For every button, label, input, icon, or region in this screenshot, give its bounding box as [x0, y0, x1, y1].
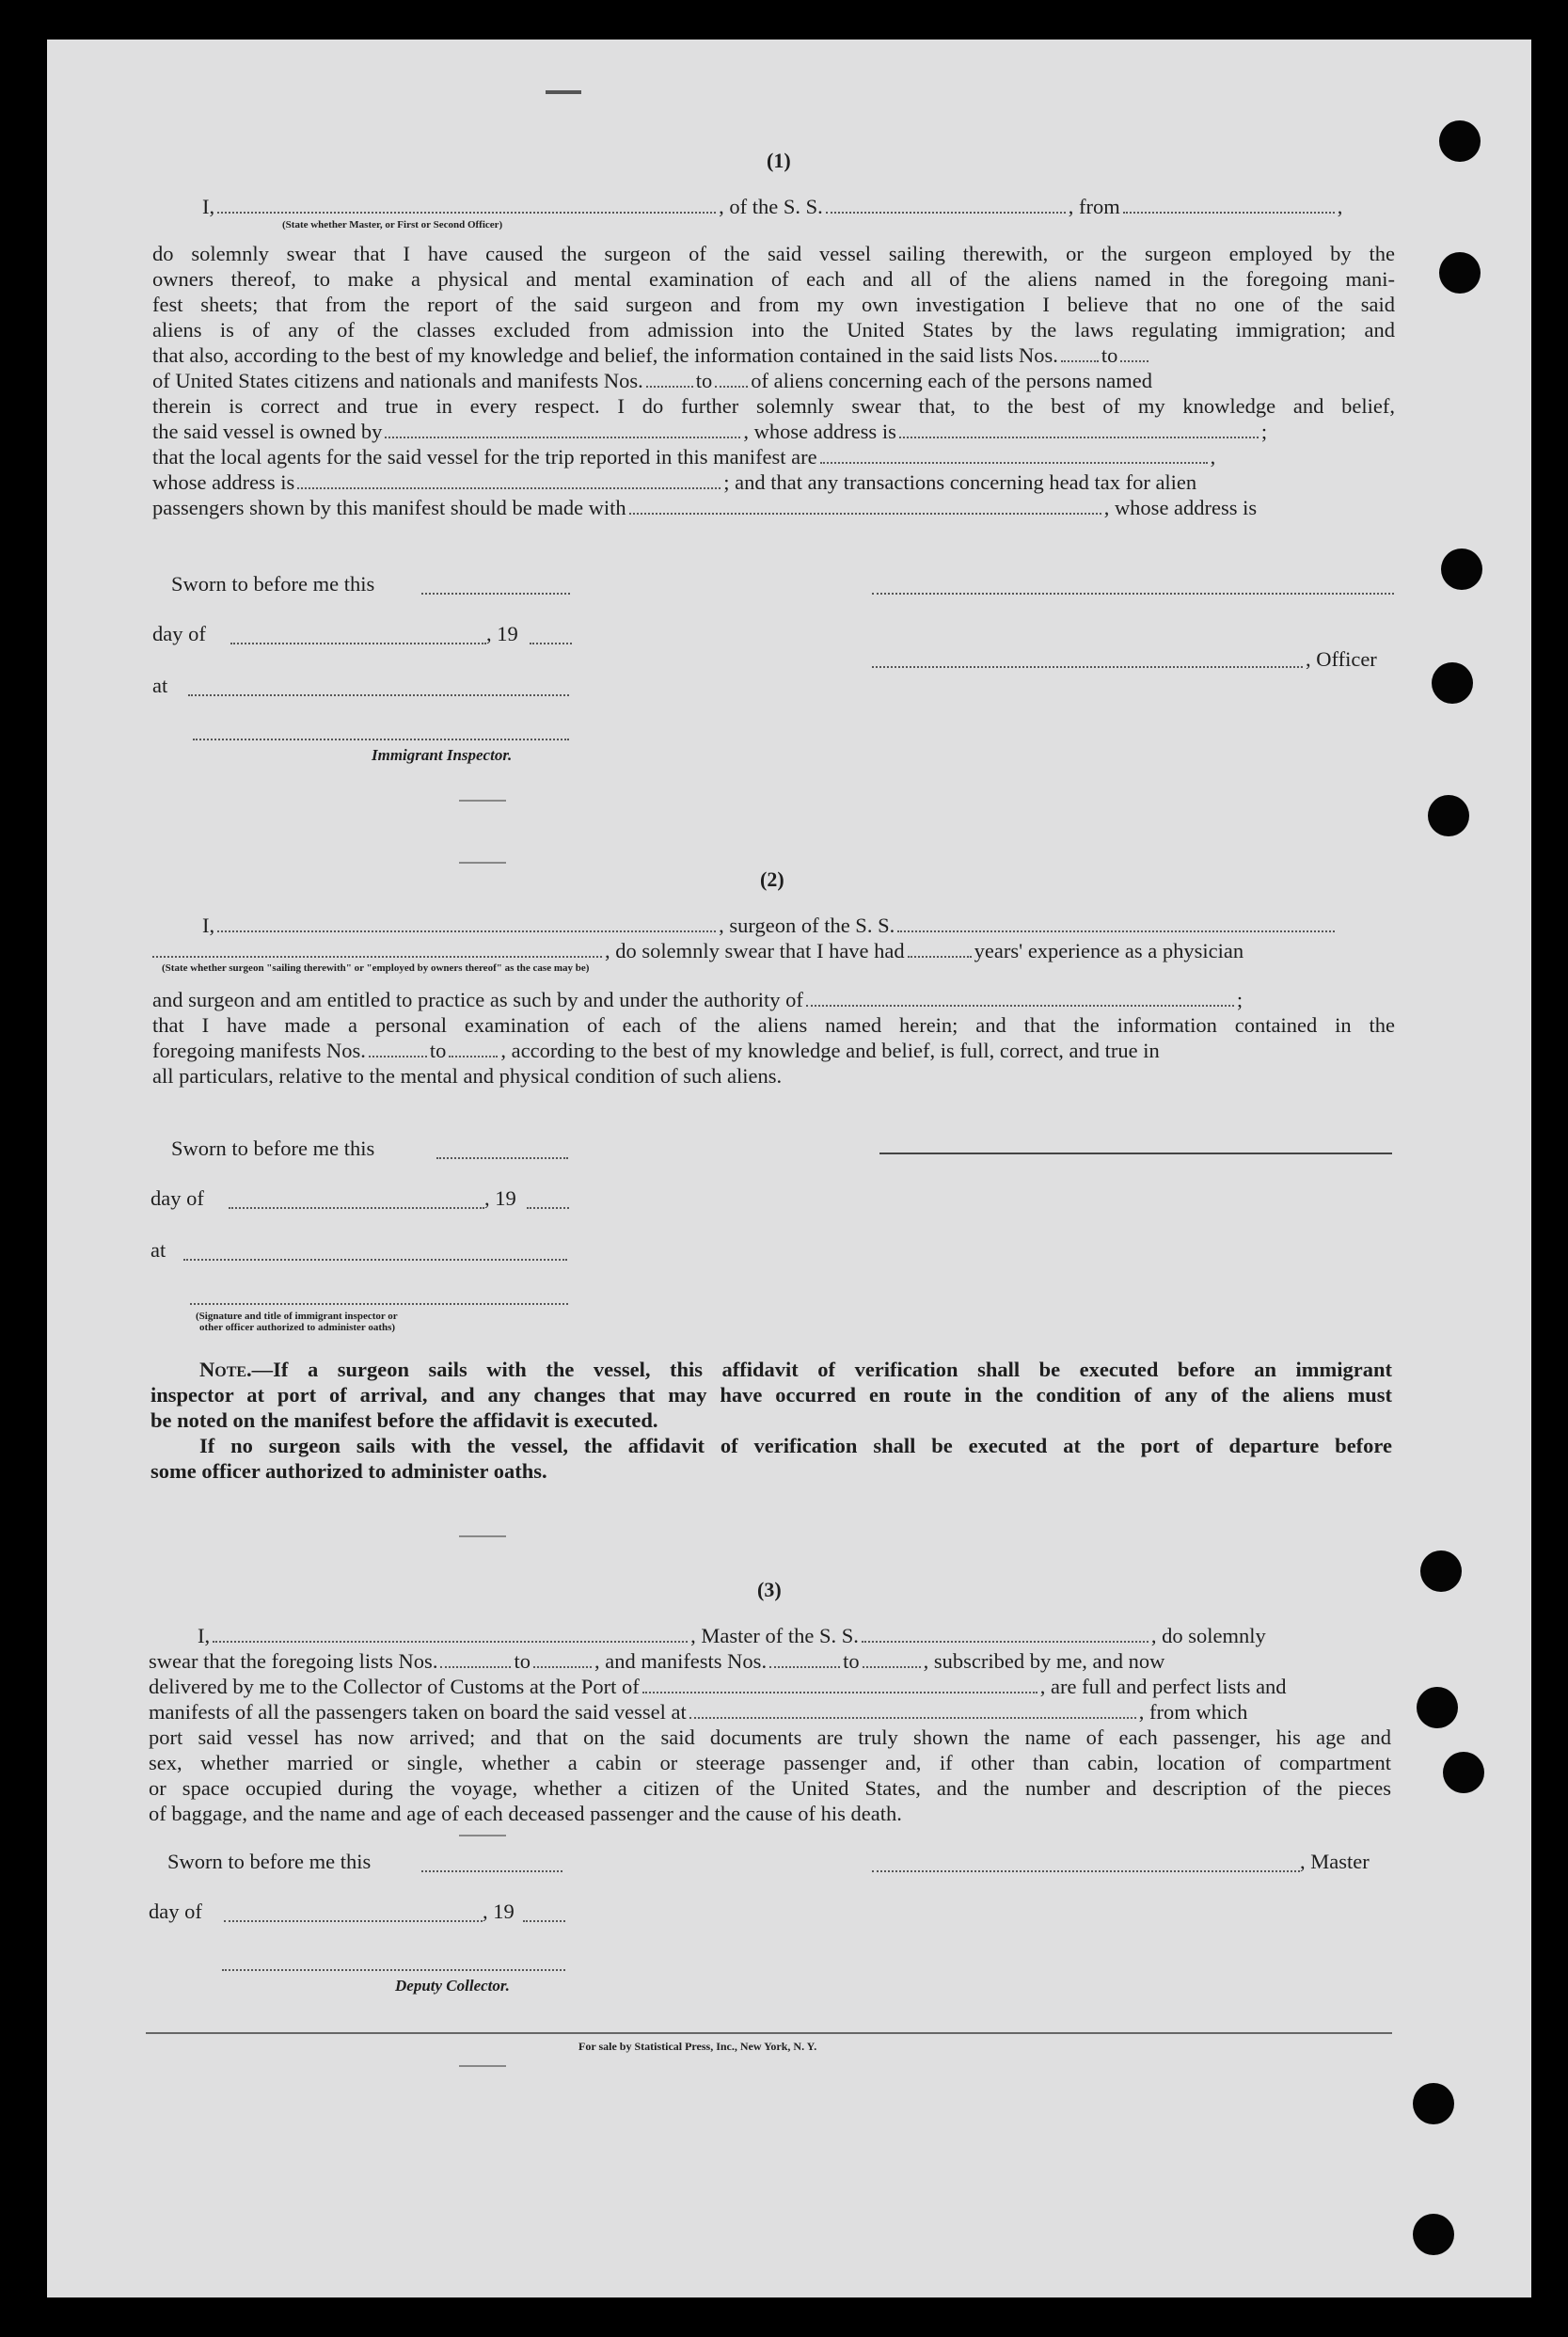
fill-in-field[interactable] — [806, 1005, 1234, 1007]
s1-text: , of the S. S. — [719, 195, 823, 218]
s1-line-12 — [152, 495, 1257, 520]
s1-para-line: do solemnly swear that I have caused the surgeon of the said vessel sailing therewith, or the surgeon employed by the — [152, 242, 1395, 265]
binder-hole — [1428, 795, 1469, 836]
fill-in-field[interactable] — [897, 930, 1335, 932]
s2-signature-line[interactable] — [879, 1153, 1392, 1154]
fill-in-field[interactable] — [899, 437, 1259, 438]
s1-text: , whose address is — [743, 420, 896, 443]
s3-text: , are full and perfect lists and — [1039, 1675, 1287, 1698]
s2-note-text: —If a surgeon sails with the vessel, this affidavit of verification shall be executed before an immigrant — [251, 1358, 1392, 1381]
s3-line-1 — [198, 1623, 1266, 1648]
fill-in-field[interactable] — [863, 1666, 921, 1668]
s1-signature-line[interactable] — [872, 593, 1394, 595]
s3-text: to — [514, 1649, 531, 1673]
fill-in-field[interactable] — [629, 513, 1101, 515]
s1-at-label: at — [152, 674, 168, 697]
s1-year-field[interactable] — [530, 643, 572, 644]
s1-officer-line[interactable] — [872, 666, 1303, 668]
binder-hole — [1443, 1752, 1484, 1793]
s2-line-2 — [152, 938, 1243, 963]
fill-in-field[interactable] — [385, 437, 740, 438]
s1-text: I, — [202, 195, 215, 218]
fill-in-field[interactable] — [862, 1641, 1148, 1643]
s2-line-4: that I have made a personal examination of each of the aliens named herein; and that the information contained in the — [152, 1013, 1395, 1037]
s2-sworn-field[interactable] — [436, 1157, 568, 1159]
s2-text: , surgeon of the S. S. — [719, 914, 895, 937]
s2-at-label: at — [150, 1238, 166, 1262]
s3-collector-signature[interactable] — [222, 1969, 565, 1971]
binder-hole — [1413, 2214, 1454, 2255]
fill-in-field[interactable] — [217, 930, 716, 932]
fill-in-field[interactable] — [533, 1666, 592, 1668]
s3-line-3 — [149, 1674, 1287, 1699]
s3-text: , do solemnly — [1150, 1624, 1266, 1647]
s1-line-8: therein is correct and true in every respect. I do further solemnly swear that, to the best of my knowledge and belief, — [152, 394, 1395, 418]
s3-text: I, — [198, 1624, 211, 1647]
scan-mark — [459, 1835, 506, 1836]
note-label: Note. — [199, 1358, 252, 1381]
s2-line-6: all particulars, relative to the mental and physical condition of such aliens. — [152, 1064, 783, 1088]
s1-text: ; and that any transactions concerning head tax for alien — [723, 470, 1197, 494]
s2-text: foregoing manifests Nos. — [152, 1039, 366, 1062]
s2-text: I, — [202, 914, 215, 937]
s2-text: , do solemnly swear that I have had — [605, 939, 905, 962]
fill-in-field[interactable] — [689, 1717, 1136, 1719]
s2-line-3 — [152, 987, 1243, 1012]
s1-sworn-label: Sworn to before me this — [171, 572, 375, 596]
s1-line-6 — [152, 342, 1151, 368]
s1-text: of United States citizens and nationals and manifests Nos. — [152, 369, 643, 392]
s2-text: to — [429, 1039, 447, 1062]
footer-rule — [146, 2032, 1392, 2034]
s1-line-7 — [152, 368, 1152, 393]
fill-in-field[interactable] — [1120, 360, 1148, 362]
s2-text: years' experience as a physician — [974, 939, 1244, 962]
s2-text: and surgeon and am entitled to practice as such by and under the authority of — [152, 988, 803, 1011]
s1-para-line: fest sheets; that from the report of the said surgeon and from my own investigation I believe that no one of the said — [152, 293, 1395, 316]
binder-hole — [1439, 252, 1481, 294]
fill-in-field[interactable] — [440, 1666, 511, 1668]
s2-at-field[interactable] — [183, 1259, 567, 1261]
fill-in-field[interactable] — [769, 1666, 840, 1668]
s1-line-11 — [152, 469, 1196, 495]
scan-mark — [459, 862, 506, 864]
s3-text: swear that the foregoing lists Nos. — [149, 1649, 438, 1673]
s1-text: whose address is — [152, 470, 295, 494]
s1-text: that also, according to the best of my knowledge and belief, the information contained in the said lists Nos. — [152, 343, 1058, 367]
s1-year-label: , 19 — [486, 622, 518, 645]
fill-in-field[interactable] — [369, 1056, 427, 1057]
fill-in-field[interactable] — [213, 1641, 688, 1643]
s3-sworn-label: Sworn to before me this — [167, 1850, 372, 1873]
binder-hole — [1420, 1550, 1462, 1592]
s3-line-6: sex, whether married or single, whether a cabin or steerage passenger and, if other than cabin, location of compartment — [149, 1751, 1391, 1774]
fill-in-field[interactable] — [152, 956, 602, 958]
s3-text: , from which — [1138, 1700, 1248, 1724]
s3-sworn-field[interactable] — [421, 1870, 562, 1872]
s1-day-field[interactable] — [230, 643, 486, 644]
binder-hole — [1441, 548, 1482, 590]
s2-note-line-5: some officer authorized to administer oaths. — [150, 1459, 547, 1483]
s1-text: , — [1210, 445, 1216, 469]
fill-in-field[interactable] — [449, 1056, 498, 1057]
binder-hole — [1439, 120, 1481, 162]
fill-in-field[interactable] — [820, 462, 1208, 464]
s2-year-field[interactable] — [527, 1207, 569, 1209]
s3-text: , Master of the S. S. — [690, 1624, 859, 1647]
s1-sworn-field[interactable] — [421, 593, 570, 595]
s3-year-field[interactable] — [523, 1920, 565, 1922]
s1-line-10 — [152, 444, 1215, 469]
s3-text: , and manifests Nos. — [594, 1649, 768, 1673]
binder-hole — [1432, 662, 1473, 704]
s3-text: to — [843, 1649, 860, 1673]
s2-inspector-signature[interactable] — [190, 1303, 568, 1305]
scan-mark — [459, 1535, 506, 1537]
s3-text: delivered by me to the Collector of Customs at the Port of — [149, 1675, 640, 1698]
printer-imprint: For sale by Statistical Press, Inc., New York, N. Y. — [578, 2040, 817, 2053]
s3-line-5: port said vessel has now arrived; and that on the said documents are truly shown the name of each passenger, his age and — [149, 1725, 1391, 1749]
s2-caption: (State whether surgeon "sailing therewith" or "employed by owners thereof" as the case may be) — [162, 962, 590, 974]
fill-in-field[interactable] — [297, 487, 721, 489]
s1-line-9 — [152, 419, 1267, 444]
s3-collector-caption: Deputy Collector. — [395, 1977, 510, 1995]
s1-text: , from — [1068, 195, 1120, 218]
s3-day-field[interactable] — [224, 1920, 483, 1922]
s1-text: ; — [1260, 420, 1268, 443]
s3-line-4 — [149, 1699, 1247, 1725]
s2-line-5 — [152, 1038, 1160, 1063]
s2-note-line-2: inspector at port of arrival, and any changes that may have occurred en route in the condition of any of the aliens must — [150, 1383, 1392, 1407]
scan-mark — [459, 800, 506, 802]
s1-at-field[interactable] — [188, 694, 569, 696]
fill-in-field[interactable] — [826, 212, 1066, 214]
s2-sworn-label: Sworn to before me this — [171, 1137, 375, 1160]
s1-text: , whose address is — [1103, 496, 1258, 519]
s3-master-signature[interactable] — [872, 1870, 1300, 1872]
s1-text: that the local agents for the said vessel for the trip reported in this manifest are — [152, 445, 817, 469]
s2-note-line-4: If no surgeon sails with the vessel, the affidavit of verification shall be executed at the port of departure before — [199, 1434, 1392, 1457]
binder-hole — [1417, 1687, 1458, 1728]
fill-in-field[interactable] — [1123, 212, 1335, 214]
binder-hole — [1413, 2083, 1454, 2124]
s2-text: ; — [1236, 988, 1243, 1011]
s1-text: to — [695, 369, 713, 392]
s2-note-line-3: be noted on the manifest before the affidavit is executed. — [150, 1408, 658, 1432]
s2-signature-caption-2: other officer authorized to administer oaths) — [199, 1322, 396, 1333]
s1-text: of aliens concerning each of the persons named — [751, 369, 1152, 392]
s2-line-1 — [202, 913, 1338, 938]
s1-inspector-signature[interactable] — [193, 739, 569, 740]
s1-text: the said vessel is owned by — [152, 420, 383, 443]
s3-year-label: , 19 — [483, 1900, 515, 1923]
section-1-number: (1) — [767, 149, 791, 172]
s3-line-2 — [149, 1648, 1164, 1674]
s1-text: passengers shown by this manifest should be made with — [152, 496, 626, 519]
fill-in-field[interactable] — [715, 386, 748, 388]
s3-line-8: of baggage, and the name and age of each deceased passenger and the cause of his death. — [149, 1802, 902, 1825]
s3-text: , subscribed by me, and now — [923, 1649, 1165, 1673]
s2-year-label: , 19 — [484, 1186, 516, 1210]
s1-text: , — [1337, 195, 1343, 218]
fill-in-field[interactable] — [642, 1692, 1037, 1693]
s2-note-line-1 — [199, 1357, 1392, 1382]
s3-line-7: or space occupied during the voyage, whether a citizen of the United States, and the number and description of the pieces — [149, 1776, 1391, 1800]
s1-inspector-caption: Immigrant Inspector. — [372, 746, 513, 764]
s1-caption: (State whether Master, or First or Second Officer) — [282, 219, 503, 231]
s1-para-line: aliens is of any of the classes excluded from admission into the United States by the laws regulating immigration; and — [152, 318, 1395, 342]
s1-line-1 — [202, 194, 1395, 219]
s3-day-label: day of — [149, 1900, 202, 1923]
fill-in-field[interactable] — [908, 956, 972, 958]
fill-in-field[interactable] — [646, 386, 693, 388]
scan-mark — [459, 2065, 506, 2067]
s1-officer-label: , Officer — [1306, 647, 1377, 671]
s2-day-field[interactable] — [229, 1207, 484, 1209]
scan-mark — [546, 90, 581, 94]
fill-in-field[interactable] — [1061, 360, 1099, 362]
s2-day-label: day of — [150, 1186, 204, 1210]
s3-master-label: , Master — [1300, 1850, 1370, 1873]
s1-para-line: owners thereof, to make a physical and mental examination of each and all of the aliens named in the foregoing mani- — [152, 267, 1395, 291]
s2-text: , according to the best of my knowledge and belief, is full, correct, and true in — [500, 1039, 1160, 1062]
s2-signature-caption-1: (Signature and title of immigrant inspector or — [196, 1311, 398, 1322]
fill-in-field[interactable] — [217, 212, 716, 214]
s1-text: to — [1101, 343, 1118, 367]
s1-day-label: day of — [152, 622, 206, 645]
s3-text: manifests of all the passengers taken on board the said vessel at — [149, 1700, 687, 1724]
section-2-number: (2) — [760, 867, 784, 891]
section-3-number: (3) — [757, 1578, 782, 1601]
